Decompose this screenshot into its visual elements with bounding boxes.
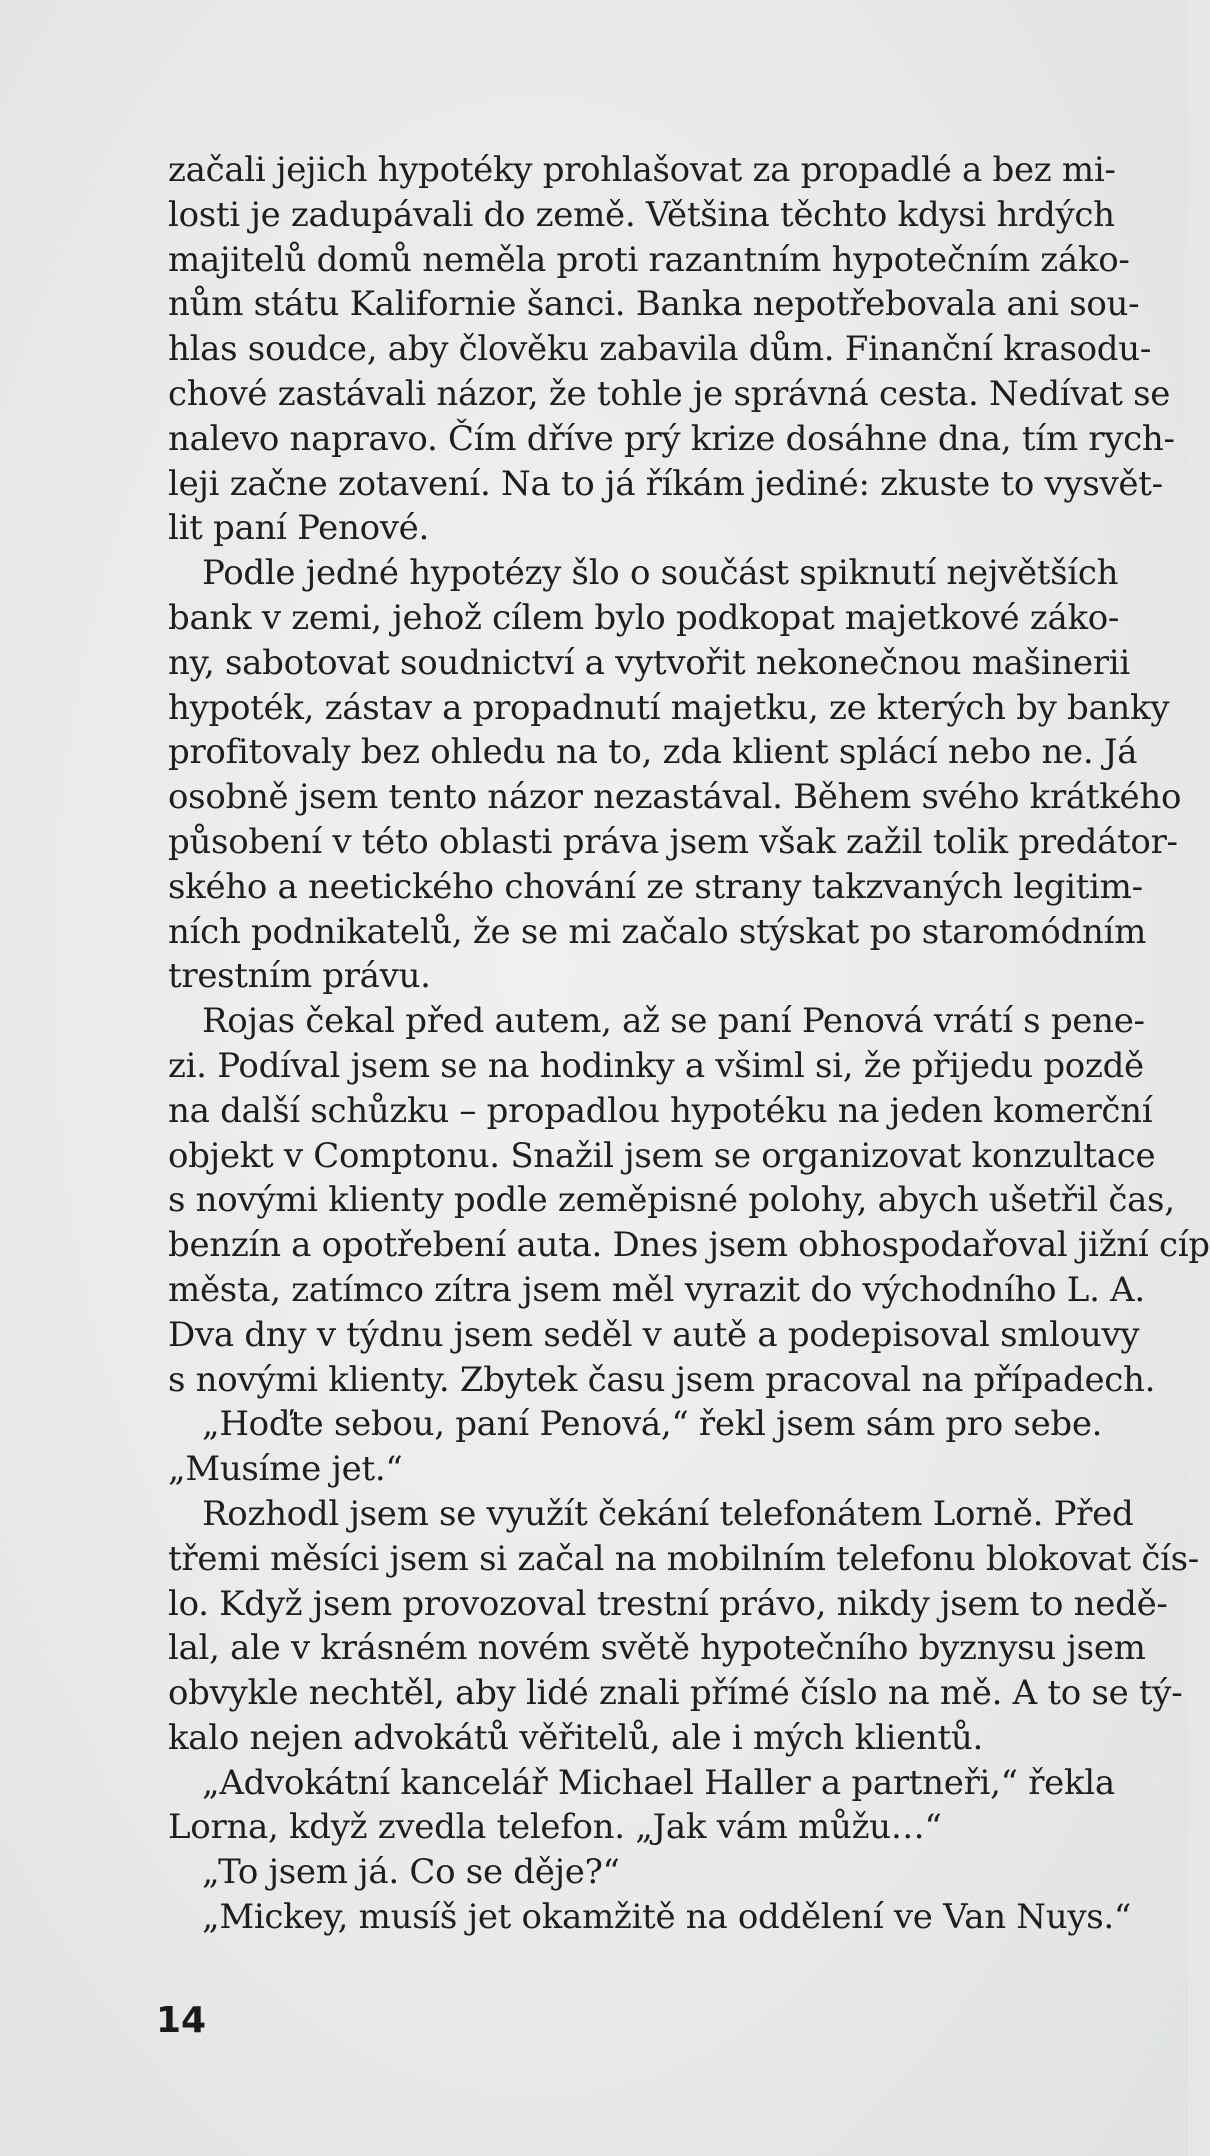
text-line: nalevo napravo. Čím dříve prý krize dosáhne dna, tím rych- (168, 418, 1175, 459)
text-line: losti je zadupávali do země. Většina těchto kdysi hrdých (168, 194, 1115, 235)
text-line: obvykle nechtěl, aby lidé znali přímé číslo na mě. A to se tý- (168, 1673, 1183, 1714)
text-line: trestním právu. (168, 956, 431, 997)
paragraph-first-line: Rojas čekal před autem, až se paní Penová vrátí s pene- (202, 1001, 1145, 1042)
text-line: třemi měsíci jsem si začal na mobilním telefonu blokovat čís- (168, 1538, 1199, 1579)
text-line: ského a neetického chování ze strany takzvaných legitim- (168, 866, 1143, 907)
dialogue-line: Lorna, když zvedla telefon. „Jak vám můžu…“ (168, 1807, 942, 1848)
text-line: objekt v Comptonu. Snažil jsem se organizovat konzultace (168, 1135, 1156, 1176)
text-line: města, zatímco zítra jsem měl vyrazit do východního L. A. (168, 1269, 1145, 1310)
dialogue-line: „Advokátní kancelář Michael Haller a partneři,“ řekla (202, 1762, 1115, 1803)
text-line: kalo nejen advokátů věřitelů, ale i mých klientů. (168, 1717, 983, 1758)
text-line: s novými klienty. Zbytek času jsem pracoval na případech. (168, 1359, 1156, 1400)
text-line: ny, sabotovat soudnictví a vytvořit nekonečnou mašinerii (168, 642, 1130, 683)
dialogue-line: „Hoďte sebou, paní Penová,“ řekl jsem sám pro sebe. (202, 1404, 1103, 1445)
text-line: bank v zemi, jehož cílem bylo podkopat majetkové záko- (168, 597, 1120, 638)
text-line: s novými klienty podle zeměpisné polohy, abych ušetřil čas, (168, 1180, 1175, 1221)
body-text (168, 148, 1210, 1940)
text-line: lit paní Penové. (168, 508, 430, 549)
paragraph-first-line: Podle jedné hypotézy šlo o součást spiknutí největších (202, 553, 1119, 594)
text-line: majitelů domů neměla proti razantním hypotečním záko- (168, 239, 1130, 280)
text-line: osobně jsem tento názor nezastával. Během svého krátkého (168, 777, 1182, 818)
text-line: ních podnikatelů, že se mi začalo stýskat po staromódním (168, 911, 1147, 952)
dialogue-line: „Musíme jet.“ (168, 1449, 403, 1490)
text-line: benzín a opotřebení auta. Dnes jsem obhospodařoval jižní cíp (168, 1225, 1210, 1266)
text-line: na další schůzku – propadlou hypotéku na jeden komerční (168, 1090, 1153, 1131)
text-line: hlas soudce, aby člověku zabavila dům. Finanční krasodu- (168, 329, 1152, 370)
text-line: začali jejich hypotéky prohlašovat za propadlé a bez mi- (168, 150, 1116, 190)
text-line: lo. Když jsem provozoval trestní právo, nikdy jsem to nedě- (168, 1583, 1168, 1624)
text-line: lal, ale v krásném novém světě hypotečního byznysu jsem (168, 1628, 1146, 1669)
text-line: Dva dny v týdnu jsem seděl v autě a podepisoval smlouvy (168, 1314, 1140, 1355)
text-line: hypoték, zástav a propadnutí majetku, ze kterých by banky (168, 687, 1170, 728)
dialogue-line: „Mickey, musíš jet okamžitě na oddělení ve Van Nuys.“ (202, 1897, 1131, 1938)
text-line: působení v této oblasti práva jsem však zažil tolik predátor- (168, 821, 1178, 862)
text-line: nům státu Kalifornie šanci. Banka nepotřebovala ani sou- (168, 284, 1140, 325)
text-line: zi. Podíval jsem se na hodinky a všiml si, že přijedu pozdě (168, 1045, 1144, 1086)
paragraph-first-line: Rozhodl jsem se využít čekání telefonátem Lorně. Před (202, 1493, 1134, 1534)
dialogue-line: „To jsem já. Co se děje?“ (202, 1852, 620, 1893)
text-line: leji začne zotavení. Na to já říkám jediné: zkuste to vysvět- (168, 463, 1163, 504)
text-line: profitovaly bez ohledu na to, zda klient splácí nebo ne. Já (168, 732, 1138, 773)
text-line: chové zastávali názor, že tohle je správná cesta. Nedívat se (168, 373, 1171, 414)
page-number: 14 (156, 2000, 207, 2041)
